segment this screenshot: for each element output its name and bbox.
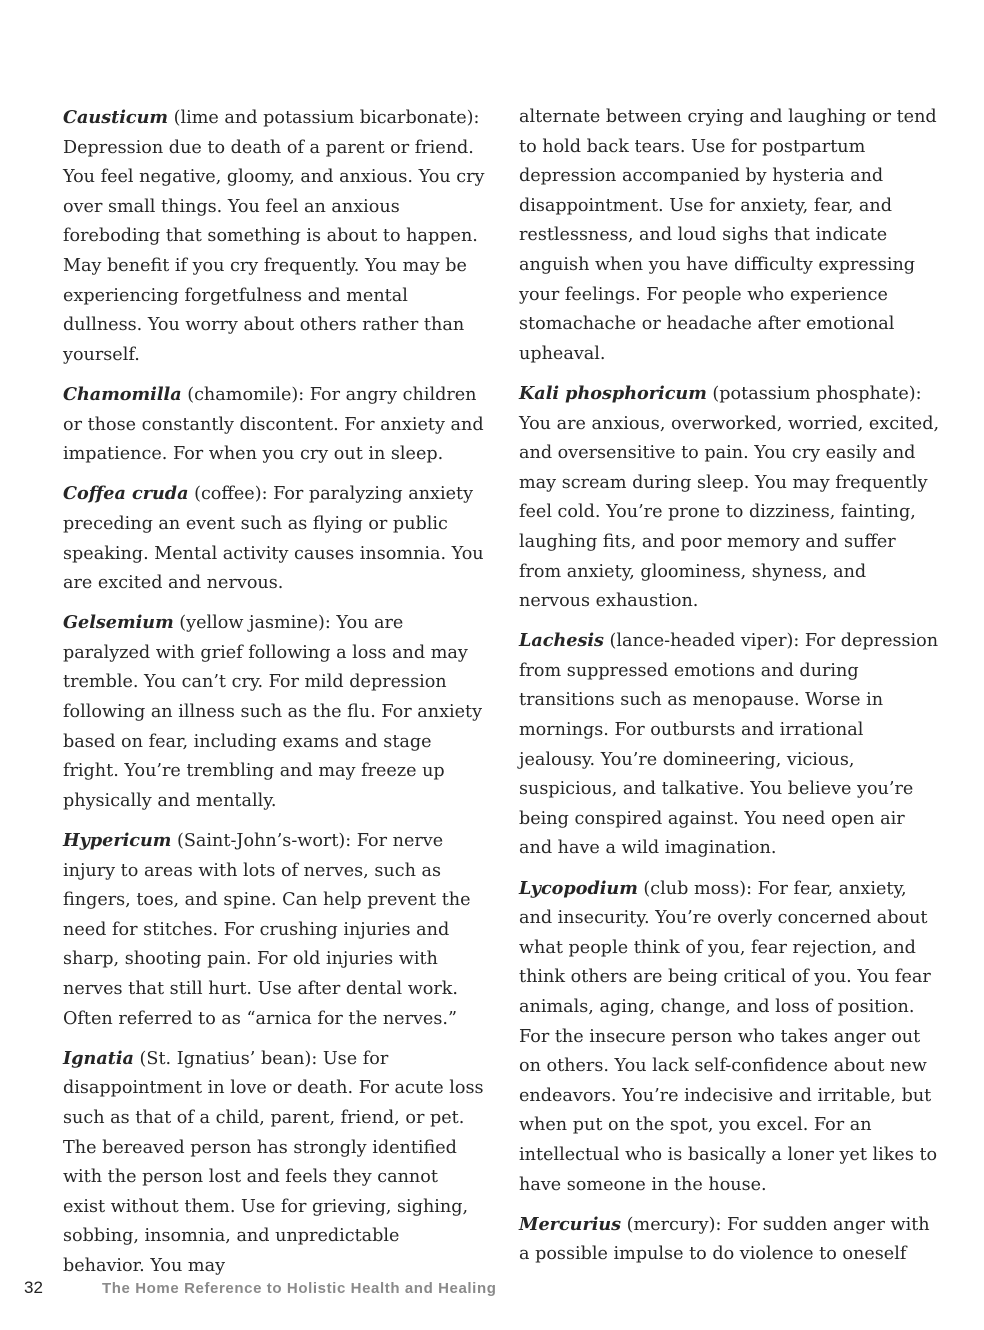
remedy-entry-lachesis: [519, 626, 941, 864]
remedy-entry-hypericum: [63, 826, 485, 1034]
remedy-description: (potassium phosphate): You are anxious, overworked, worried, excited, and oversensitive to pain. You cry easily and may scream during sleep. You may frequently feel cold. You’re prone to dizziness, fainting, laughing fits, and poor memory and suffer from anxiety, gloominess, shyness, and nervous exhaustion.: [519, 383, 940, 612]
remedy-description: (lance-headed viper): For depression from suppressed emotions and during transitions such as menopause. Worse in mornings. For outbursts and irrational jealousy. You’re domineering, vicious, suspicious, and talkative. You believe you’re being conspired against. You need open air and have a wild imagination.: [519, 631, 939, 859]
remedy-name: Hypericum: [63, 830, 172, 852]
remedy-description: (coffee): For paralyzing anxiety preceding an event such as flying or public speaking. Mental activity causes insomnia. You are excited and nervous.: [63, 484, 484, 594]
running-title: The Home Reference to Holistic Health and Healing: [102, 1280, 497, 1297]
page-number: 32: [24, 1278, 43, 1297]
continued-paragraph: alternate between crying and laughing or tend to hold back tears. Use for postpartum depression accompanied by hysteria and disappointment. Use for anxiety, fear, and restlessness, and loud sighs that indicate anguish when you have difficulty expressing your feelings. For people who experience stomachache or headache after emotional upheaval.: [519, 107, 937, 364]
remedy-entry-kali-phosphoricum: [519, 379, 941, 617]
remedy-name: Mercurius: [519, 1213, 622, 1235]
remedy-name: Kali phosphoricum: [519, 382, 707, 404]
remedy-name: Lachesis: [519, 630, 604, 652]
remedy-entry-causticum: [63, 103, 485, 370]
remedy-name: Ignatia: [63, 1047, 134, 1069]
remedy-name: Gelsemium: [63, 612, 174, 634]
left-column: [63, 103, 485, 1291]
remedy-entry-mercurius: [519, 1210, 941, 1270]
remedy-description: (lime and potassium bicarbonate): Depression due to death of a parent or friend. You feel negative, gloomy, and anxious. You cry over small things. You feel an anxious foreboding that something is about to happen. May benefit if you cry frequently. You may be experiencing forgetfulness and mental dullness. You worry about others rather than yourself.: [63, 108, 485, 365]
remedy-description: (Saint-John’s-wort): For nerve injury to areas with lots of nerves, such as fingers, toes, and spine. Can help prevent the need for stitches. For crushing injuries and sharp, shooting pain. For old injuries with nerves that still hurt. Use after dental work. Often referred to as “arnica for the nerves.”: [63, 831, 471, 1029]
right-column: [519, 103, 941, 1280]
remedy-description: (yellow jasmine): You are paralyzed with grief following a loss and may tremble. You can’t cry. For mild depression following an illness such as the flu. For anxiety based on fear, including exams and stage fright. You’re trembling and may freeze up physically and mentally.: [63, 613, 483, 811]
page-footer: [0, 1278, 984, 1308]
remedy-entry-ignatia: [63, 1044, 485, 1282]
remedy-description: (St. Ignatius’ bean): Use for disappointment in love or death. For acute loss such as that of a child, parent, friend, or pet. The bereaved person has strongly identified with the person lost and feels they cannot exist without them. Use for grieving, sighing, sobbing, insomnia, and unpredictable behavior. You may: [63, 1048, 484, 1276]
remedy-name: Chamomilla: [63, 383, 182, 405]
remedy-description: (club moss): For fear, anxiety, and insecurity. You’re overly concerned about what people think of you, fear rejection, and think others are being critical of you. You fear animals, aging, change, and loss of position. For the insecure person who takes anger out on others. You lack self-confidence about new endeavors. You’re indecisive and irritable, but when put on the spot, you excel. For an intellectual who is basically a loner yet likes to have someone in the house.: [519, 878, 938, 1195]
remedy-name: Lycopodium: [519, 877, 638, 899]
remedy-entry-lycopodium: [519, 874, 941, 1201]
remedy-entry-chamomilla: [63, 380, 485, 470]
remedy-name: Causticum: [63, 107, 169, 128]
remedy-description: (chamomile): For angry children or those constantly discontent. For anxiety and impatience. For when you cry out in sleep.: [63, 384, 484, 465]
remedy-entry-gelsemium: [63, 608, 485, 816]
remedy-description: (mercury): For sudden anger with a possible impulse to do violence to oneself: [519, 1214, 930, 1265]
remedy-entry-coffea-cruda: [63, 479, 485, 598]
remedy-name: Coffea cruda: [63, 483, 189, 505]
